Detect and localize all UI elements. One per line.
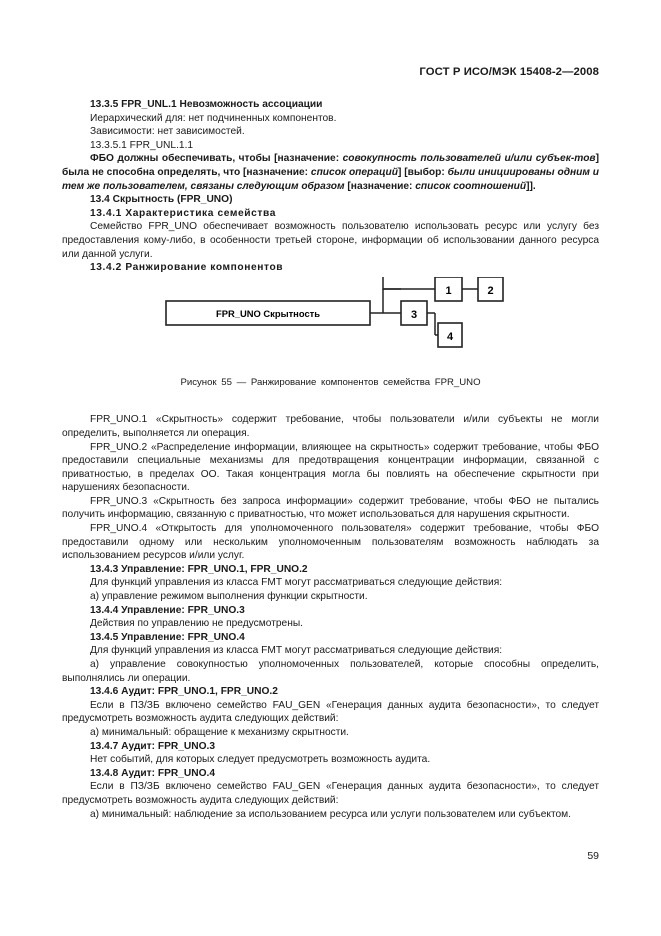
component-description: FPR_UNO.2 «Распределение информации, влияющее на скрытность» содержит требование, чтобы ФБО предоставили специальные механизмы для предотвращения концентрации информации, связанной с приватностью, в пределах ОО. Такая концентрация могла бы повлиять на обеспечение скрытности при нарушениях безопасности.	[62, 441, 599, 494]
page-number: 59	[587, 850, 599, 862]
req-part: ] [выбор:	[397, 166, 448, 178]
component-box-2-label: 2	[487, 284, 494, 297]
dependencies-line: Зависимости: нет зависимостей.	[90, 126, 245, 138]
management-text: Действия по управлению не предусмотрены.	[90, 618, 303, 630]
subsection-title: 13.4.1 Характеристика семейства	[90, 207, 276, 219]
requirement-text	[62, 152, 599, 193]
component-description: FPR_UNO.3 «Скрытность без запроса информации» содержит требование, чтобы ФБО не пытались получить информацию, связанную с приватностью, что может использоваться для нарушения скрытности.	[62, 495, 599, 521]
subsection-title: 13.4.8 Аудит: FPR_UNO.4	[90, 767, 216, 779]
standard-header: ГОСТ Р ИСО/МЭК 15408-2—2008	[419, 66, 599, 78]
component-description: FPR_UNO.4 «Открытость для уполномоченного пользователя» содержит требование, чтобы ФБО предоставили одному или нескольким уполномоченным пользователям возможность наблюдать за использованием ресурсов и/или услуг.	[62, 523, 599, 562]
element-id: 13.3.5.1 FPR_UNL.1.1	[90, 139, 194, 151]
management-item: а) управление совокупностью уполномоченных пользователей, которые способны определить, выполнялись ли операции.	[62, 659, 599, 684]
req-assignment: список соотношений	[415, 180, 527, 192]
page-content	[62, 98, 599, 821]
subsection-title: 13.4.4 Управление: FPR_UNO.3	[90, 604, 245, 616]
req-part: ФБО должны обеспечивать, чтобы [назначение:	[90, 153, 343, 165]
hierarchy-line: Иерархический для: нет подчиненных компонентов.	[90, 112, 337, 124]
subsection-title: 13.4.2 Ранжирование компонентов	[90, 262, 284, 274]
section-title: 13.3.5 FPR_UNL.1 Невозможность ассоциации	[90, 99, 323, 110]
req-selection: были инициированы одним и тем же пользователем, связаны следующим образом	[62, 166, 600, 192]
component-description: FPR_UNO.1 «Скрытность» содержит требование, чтобы пользователи и/или субъекты не могли определить, выполняется ли операция.	[62, 414, 599, 439]
req-part: ] была не способна определять, что [назначение:	[62, 153, 599, 178]
component-levelling-figure	[62, 277, 599, 372]
management-item: а) управление режимом выполнения функции скрытности.	[90, 591, 368, 603]
audit-intro: Если в ПЗ/ЗБ включено семейство FAU_GEN «Генерация данных аудита безопасности», то следует предусмотреть возможность аудита следующих действий:	[62, 699, 599, 725]
component-box-1-label: 1	[445, 284, 452, 297]
figure-caption: Рисунок 55 — Ранжирование компонентов семейства FPR_UNO	[180, 376, 481, 388]
subsection-title: 13.4.7 Аудит: FPR_UNO.3	[90, 740, 216, 752]
subsection-title: 13.4.6 Аудит: FPR_UNO.1, FPR_UNO.2	[90, 686, 278, 698]
audit-item: а) минимальный: обращение к механизму скрытности.	[90, 726, 349, 738]
connector-line	[383, 277, 401, 289]
audit-text: Нет событий, для которых следует предусмотреть возможность аудита.	[90, 754, 431, 766]
subsection-title: 13.4.5 Управление: FPR_UNO.4	[90, 631, 245, 643]
family-description: Семейство FPR_UNO обеспечивает возможность пользователю использовать ресурс или услугу без предоставления кому-либо, в особенности третьей стороне, информации об использовании данного ресурса или данной услуги.	[62, 221, 599, 260]
component-box-4-label: 4	[446, 330, 454, 343]
audit-item: а) минимальный: наблюдение за использованием ресурса или услуги пользователем или субъектом.	[90, 808, 572, 820]
audit-intro: Если в ПЗ/ЗБ включено семейство FAU_GEN «Генерация данных аудита безопасности», то следует предусмотреть возможность аудита следующих действий:	[62, 781, 599, 806]
management-intro: Для функций управления из класса FMT могут рассматриваться следующие действия:	[90, 645, 503, 657]
req-part: ]].	[526, 180, 536, 192]
req-assignment: список операций	[310, 166, 398, 178]
levelling-diagram	[62, 277, 599, 372]
req-part: [назначение:	[344, 180, 416, 192]
family-box-label: FPR_UNO Скрытность	[215, 307, 321, 319]
section-title: 13.4 Скрытность (FPR_UNO)	[90, 194, 233, 206]
component-box-3-label: 3	[410, 308, 418, 321]
req-assignment: совокупность пользователей и/или субъек-тов	[342, 153, 596, 165]
subsection-title: 13.4.3 Управление: FPR_UNO.1, FPR_UNO.2	[90, 563, 308, 575]
management-intro: Для функций управления из класса FMT могут рассматриваться следующие действия:	[90, 577, 503, 589]
